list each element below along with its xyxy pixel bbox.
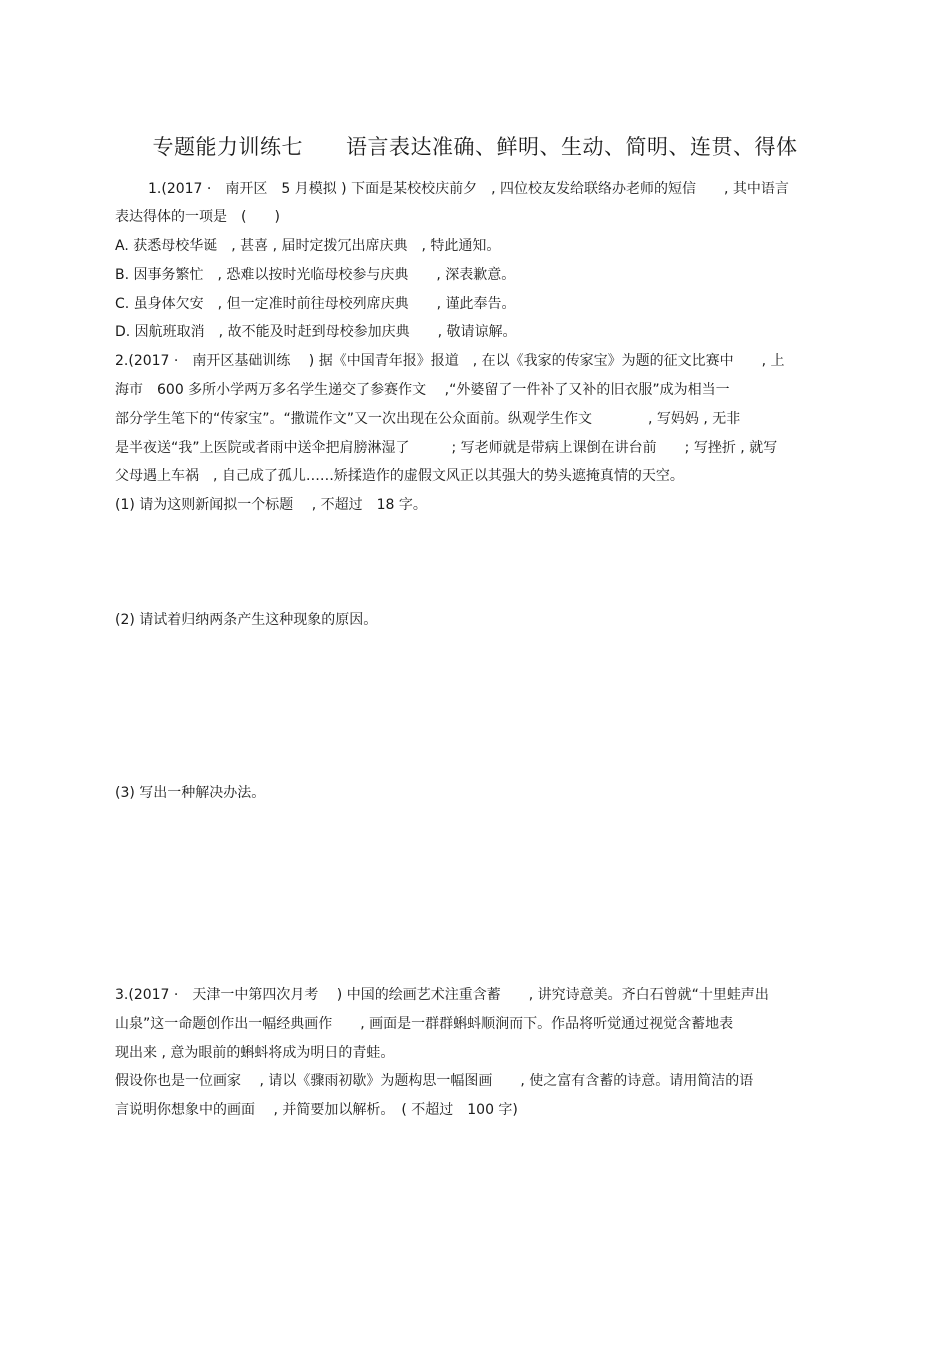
question-3-line: 现出来 , 意为眼前的蝌蚪将成为明日的青蛙。 <box>115 1045 395 1061</box>
question-2-sub-1: (1) 请为这则新闻拟一个标题 , 不超过 18 字。 <box>115 497 427 513</box>
option-c: C. 虽身体欠安 , 但一定准时前往母校列席庆典 , 谨此奉告。 <box>115 296 516 312</box>
question-2-line: 部分学生笔下的“传家宝”。“撒谎作文”又一次出现在公众面前。纵观学生作文 , 写妈妈 , 无非 <box>115 411 741 427</box>
question-2-sub-3: (3) 写出一种解决办法。 <box>115 785 266 801</box>
question-2-line: 海市 600 多所小学两万多名学生递交了参赛作文 ,“外婆留了一件补了又补的旧衣服”成为相当一 <box>115 382 730 398</box>
question-2-sub-2: (2) 请试着归纳两条产生这种现象的原因。 <box>115 612 378 628</box>
question-3-line: 3.(2017 · 天津一中第四次月考 ) 中国的绘画艺术注重含蓄 , 讲究诗意美。齐白石曾就“十里蛙声出 <box>115 987 769 1003</box>
option-d: D. 因航班取消 , 故不能及时赶到母校参加庆典 , 敬请谅解。 <box>115 324 517 340</box>
option-b: B. 因事务繁忙 , 恐难以按时光临母校参与庆典 , 深表歉意。 <box>115 267 516 283</box>
option-a: A. 获悉母校华诞 , 甚喜 , 届时定拨冗出席庆典 , 特此通知。 <box>115 238 501 254</box>
question-3-line: 山泉”这一命题创作出一幅经典画作 , 画面是一群群蝌蚪顺涧而下。作品将听觉通过视觉含蓄地表 <box>115 1016 734 1032</box>
question-2-line: 2.(2017 · 南开区基础训练 ) 据《中国青年报》报道 , 在以《我家的传家宝》为题的征文比赛中 , 上 <box>115 353 785 369</box>
question-3-line: 假设你也是一位画家 , 请以《骤雨初歇》为题构思一幅图画 , 使之富有含蓄的诗意。请用简洁的语 <box>115 1073 754 1089</box>
page-title: 专题能力训练七 语言表达准确、鲜明、生动、简明、连贯、得体 <box>152 135 798 159</box>
question-3-line: 言说明你想象中的画面 , 并简要加以解析。 ( 不超过 100 字) <box>115 1102 518 1118</box>
question-1-stem-cont: 表达得体的一项是 ( ) <box>115 209 280 225</box>
question-1-stem: 1.(2017 · 南开区 5 月模拟 ) 下面是某校校庆前夕 , 四位校友发给联络办老师的短信 , 其中语言 <box>148 181 789 197</box>
question-2-line: 父母遇上车祸 , 自己成了孤儿……矫揉造作的虚假文风正以其强大的势头遮掩真情的天空。 <box>115 468 684 484</box>
question-2-line: 是半夜送“我”上医院或者雨中送伞把肩膀淋湿了 ; 写老师就是带病上课倒在讲台前 ; 写挫折 , 就写 <box>115 440 778 456</box>
